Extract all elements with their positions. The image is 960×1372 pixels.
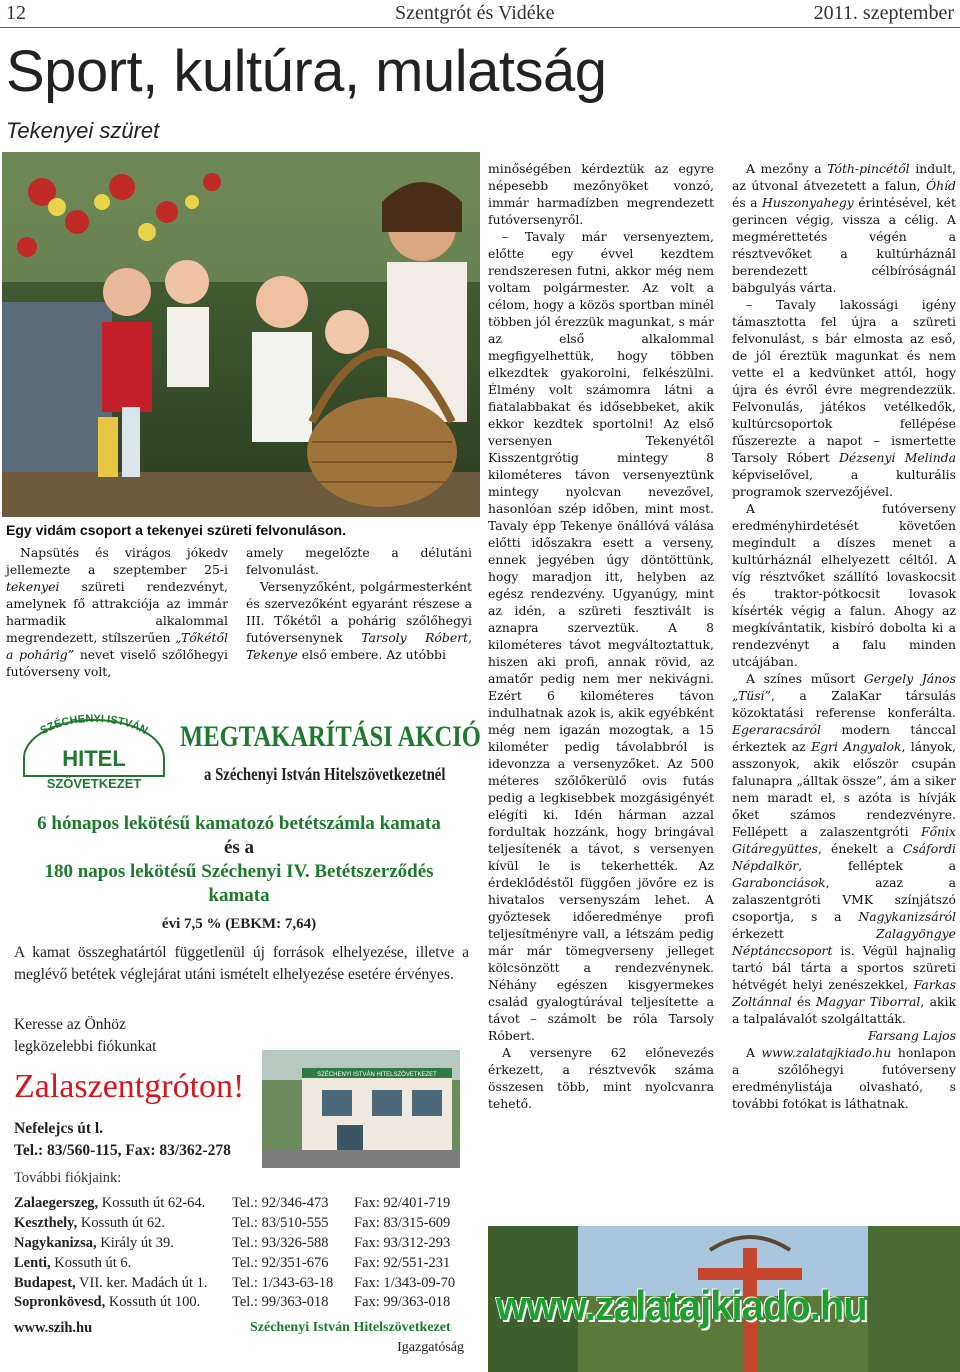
branch-fax: Fax: 99/363-018 bbox=[354, 1294, 451, 1311]
offer-line-2: és a bbox=[223, 837, 255, 858]
article-paragraph: minőségében kérdeztük az egyre népesebb mezőnyöket vonzó, immár harmadízben megrendezett futóversenyről. bbox=[488, 161, 714, 227]
article-paragraph: A mezőny a Tóth-pincétől indult, az útvonal átvezetett a falun, Óhíd és a Huszonyahegy érintésével, két gerincen végig, vissza a célig. A megmérettetés végén a résztvevőket a kultúrháznál berendezett célbíróságnál babgulyás várta. bbox=[732, 161, 956, 295]
article-paragraph: – Tavaly már versenyeztem, előtte egy évvel kezdtem rendszeresen futni, akkor még nem voltam polgármester. Az volt a célom, hogy a közös sportban minél többen jól érezzük magunkat, s már az első alkalommal megfigyelhettük, hogy többen elkezdtek gyakorolni, felkészülni. Élmény volt számomra látni a fiatalabbakat és idősebbeket, akik ekkor kezdtek sportolni! Az első versenyen Tekenyétől Kisszentgrótig mintegy 8 kilométeres távon versenyeztünk mintegy nyolcvan nevezővel, hasonlóan szép időben, mint most. Tavaly épp Tekenye önállóvá válása előtti időszakra esett a verseny, ennek jegyében úgy döntöttünk, hogy maradjon itt, helyben az egész rendezvény. Ugyanúgy, mint az idén, a szüreti fesztivált is aznapra szerveztük. A 8 kilométeres távot megváltoztattuk, hiszen aki profi, annak rövid, az amatőr pedig nem mer nekivágni. Ezért 6 kilométeres távon indulhatnak azok is, akik egyébként még nem igazán mozogtak, a 15 kilométer pedig távolabbról is idevonzza a versenyzőket. Az 500 méteres szőlőkerülő ovis futás pedig a legkisebbek mozgásigényét elégíti ki. Idén hárman azzal fordultak hozzánk, hogy bringával teljesítenék a távot, s versenyen kívül le is tekerhették. Az érdeklődéstől függően jövőre ez is hivatalos versenyszám lehet. A győztesek időeredménye profi teljesítményre vall, a létszám pedig már már tömegverseny jelleget kölcsönzött a rendezvénynek. Néhány egészen kisgyermekes család gyalogtúrával teljesítette a távot – számolt be róla Tarsoly Róbert. bbox=[488, 229, 714, 1043]
ad-more-branches: További fiókjaink: bbox=[14, 1170, 122, 1186]
section-title: Sport, kultúra, mulatság bbox=[6, 39, 607, 104]
page-header bbox=[0, 0, 960, 28]
branch-city: Zalaegerszeg, bbox=[14, 1195, 99, 1212]
branch-address bbox=[14, 1293, 232, 1313]
branch-row bbox=[14, 1253, 455, 1273]
branch-fax: Fax: 1/343-09-70 bbox=[354, 1274, 456, 1291]
branch-tel: Tel.: 92/346-473 bbox=[232, 1195, 329, 1212]
article-paragraph: Napsütés és virágos jókedv jellemezte a szeptember 25-i tekenyei szüreti rendezvényt, amelynek fő attrakciója az immár harmadik alkalommal megrendezett, stílszerűen „Tőkétől a pohárig” nevet viselő szőlőhegyi futóverseny volt, bbox=[6, 545, 228, 679]
branch-row bbox=[14, 1234, 455, 1254]
logo-bottom-text: SZÖVETKEZET bbox=[46, 776, 142, 791]
article-paragraph: – Tavaly lakossági igény támasztotta fel újra a szüreti felvonulást, s bár elmosta az eső, de jól éreztük magunkat és nem vette el a kedvünket attól, hogy újra és évről évre megrendezzük. Felvonulás, játékos vetélkedők, kultúrcsoportok fellépése fűszerezte a napot – ismertette Tarsoly Róbert Dézsenyi Melinda képviselővel, a kulturális programok szervezőjével. bbox=[732, 297, 956, 499]
branch-tel: Tel.: 92/351-676 bbox=[232, 1254, 329, 1271]
harvest-festival-photo bbox=[2, 152, 480, 517]
branch-row bbox=[14, 1273, 455, 1293]
branch-row bbox=[14, 1214, 455, 1234]
ad-address: Nefelejcs út l. bbox=[14, 1120, 104, 1137]
bank-advertisement bbox=[4, 700, 481, 1358]
article-paragraph: A versenyre 62 előnevezés érkezett, a résztvevők száma összesen több, mint nyolcvanra tehető. bbox=[488, 1045, 714, 1111]
branch-city: Sopronkövesd, bbox=[14, 1294, 106, 1311]
branch-tel: Tel.: 83/510-555 bbox=[232, 1215, 329, 1232]
branch-street: VII. ker. Madách út 1. bbox=[75, 1274, 208, 1291]
branch-street: Király út 39. bbox=[96, 1234, 174, 1251]
branch-fax: Fax: 83/315-609 bbox=[354, 1215, 451, 1232]
branch-row bbox=[14, 1194, 455, 1214]
branch-fax: Fax: 93/312-293 bbox=[354, 1234, 451, 1251]
ad-city: Zalaszentgróton! bbox=[14, 1068, 245, 1105]
ad-body-text: A kamat összeghatártól függetlenül új források elhelyezése, illetve a meglévő betétek véglejárat utáni ismételt elhelyezése esetére érvényes. bbox=[14, 944, 469, 983]
article-paragraph: amely megelőzte a délutáni felvonulást. bbox=[246, 545, 472, 577]
branch-city: Lenti, bbox=[14, 1254, 51, 1271]
ad-headline: MEGTAKARÍTÁSI AKCIÓ bbox=[180, 720, 481, 753]
article-paragraph: A színes műsort Gergely János „Tüsi”, a ZalaKar társulás közoktatási referense konferálta. Egeraracsáról modern tánccal érkeztek az Egri Angyalok, lányok, asszonyok, akik először csupán falunapra „álltak össze”, ám a siker nem maradt el, s azóta is hívják őket számos rendezvényre. Fellépett a zalaszentgróti Főnix Gitáregyüttes, énekelt a Csáfordi Népdalkör, felléptek a Garabonciások, azaz a zalaszentgróti VMK színjátszó csoportja, s a Nagykanizsáról érkezett Zalagyöngye Néptánccsoport is. Végül hajnalig tartó bál tárta a sportos szüreti hétvégét helyi zenészekkel, Farkas Zoltánnal és Magyar Tiborral, akik a talpalávalót szolgáltatták. bbox=[732, 671, 956, 1026]
branch-address bbox=[14, 1194, 232, 1214]
branch-address bbox=[14, 1253, 232, 1273]
ad-website[interactable]: www.szih.hu bbox=[14, 1320, 93, 1336]
article-column-2 bbox=[246, 544, 472, 663]
branch-street: Kossuth út 100. bbox=[105, 1294, 201, 1311]
branch-row bbox=[14, 1293, 455, 1313]
page-number: 12 bbox=[6, 2, 26, 24]
building-sign-text: SZÉCHENYI ISTVÁN HITELSZÖVETKEZET bbox=[317, 1072, 437, 1078]
photo-caption: Egy vidám csoport a tekenyei szüreti felvonuláson. bbox=[6, 522, 346, 538]
branch-tel: Tel.: 99/363-018 bbox=[232, 1294, 329, 1311]
publisher-website-banner[interactable]: www.zalatajkiado.hu bbox=[496, 1282, 867, 1329]
offer-line-3: 180 napos lekötésű Széchenyi IV. Betétszerződés bbox=[44, 861, 434, 882]
offer-line-4: kamata bbox=[208, 885, 270, 906]
ad-phone: Tel.: 83/560-115, Fax: 83/362-278 bbox=[14, 1142, 231, 1159]
hitel-logo bbox=[14, 714, 174, 794]
article-column-3 bbox=[488, 160, 714, 1112]
branch-city: Keszthely, bbox=[14, 1215, 78, 1232]
branch-street: Kossuth út 62-64. bbox=[98, 1195, 206, 1212]
branch-street: Kossuth út 6. bbox=[50, 1254, 132, 1271]
branch-address bbox=[14, 1273, 232, 1293]
article-column-1 bbox=[6, 544, 228, 680]
ad-find-branch-line: legközelebbi fiókunkat bbox=[14, 1038, 157, 1055]
offer-line-1: 6 hónapos lekötésű kamatozó betétszámla kamata bbox=[37, 813, 441, 834]
branch-address bbox=[14, 1214, 232, 1234]
branch-table bbox=[14, 1194, 455, 1313]
article-paragraph: A www.zalatajkiado.hu honlapon a szőlőhegyi futóverseny eredménylistája olvasható, s további fotókat is láthatnak. bbox=[732, 1045, 956, 1111]
svg-text:SZÉCHENYI ISTVÁN bbox=[38, 714, 149, 737]
article-paragraph: Versenyzőként, polgármesterként és szervezőként egyaránt részese a III. Tőkétől a pohárig szőlőhegyi futóversenynek Tarsoly Róbert, Tekenye első embere. Az utóbbi bbox=[246, 579, 472, 662]
ad-bank-name: Széchenyi István Hitelszövetkezet bbox=[250, 1320, 451, 1335]
branch-address bbox=[14, 1234, 232, 1254]
branch-fax: Fax: 92/401-719 bbox=[354, 1195, 451, 1212]
logo-top-text: SZÉCHENYI ISTVÁN bbox=[38, 714, 150, 738]
branch-tel: Tel.: 93/326-588 bbox=[232, 1234, 329, 1251]
article-subtitle: Tekenyei szüret bbox=[6, 118, 160, 143]
branch-city: Budapest, bbox=[14, 1274, 76, 1291]
ad-find-branch-line: Keresse az Önhöz bbox=[14, 1016, 126, 1033]
branch-street: Kossuth út 62. bbox=[77, 1215, 166, 1232]
article-column-4 bbox=[732, 160, 956, 1112]
ad-subheadline: a Széchenyi István Hitelszövetkezetnél bbox=[204, 764, 446, 784]
ad-signature: Igazgatóság bbox=[397, 1340, 464, 1355]
publication-name: Szentgrót és Vidéke bbox=[395, 2, 555, 24]
article-paragraph: A futóverseny eredményhirdetését követően megindult a díszes menet a kultúrháznál elhelyezett céltól. A víg résztvőket szállító lovaskocsit és traktor-pótkocsit lovasok kísérték végig a falun. Ahogy az megkívántatik, kisbíró dobolta ki a rendezvényt a falu minden utcájában. bbox=[732, 501, 956, 669]
article-author: Farsang Lajos bbox=[868, 1028, 956, 1043]
branch-building-photo bbox=[262, 1050, 460, 1168]
interest-rate: évi 7,5 % (EBKM: 7,64) bbox=[161, 916, 317, 932]
branch-tel: Tel.: 1/343-63-18 bbox=[232, 1274, 334, 1291]
branch-fax: Fax: 92/551-231 bbox=[354, 1254, 451, 1271]
logo-mid-text: HITEL bbox=[62, 746, 126, 771]
issue-date: 2011. szeptember bbox=[813, 2, 954, 24]
ad-find-branch bbox=[14, 1014, 156, 1058]
branch-city: Nagykanizsa, bbox=[14, 1234, 97, 1251]
